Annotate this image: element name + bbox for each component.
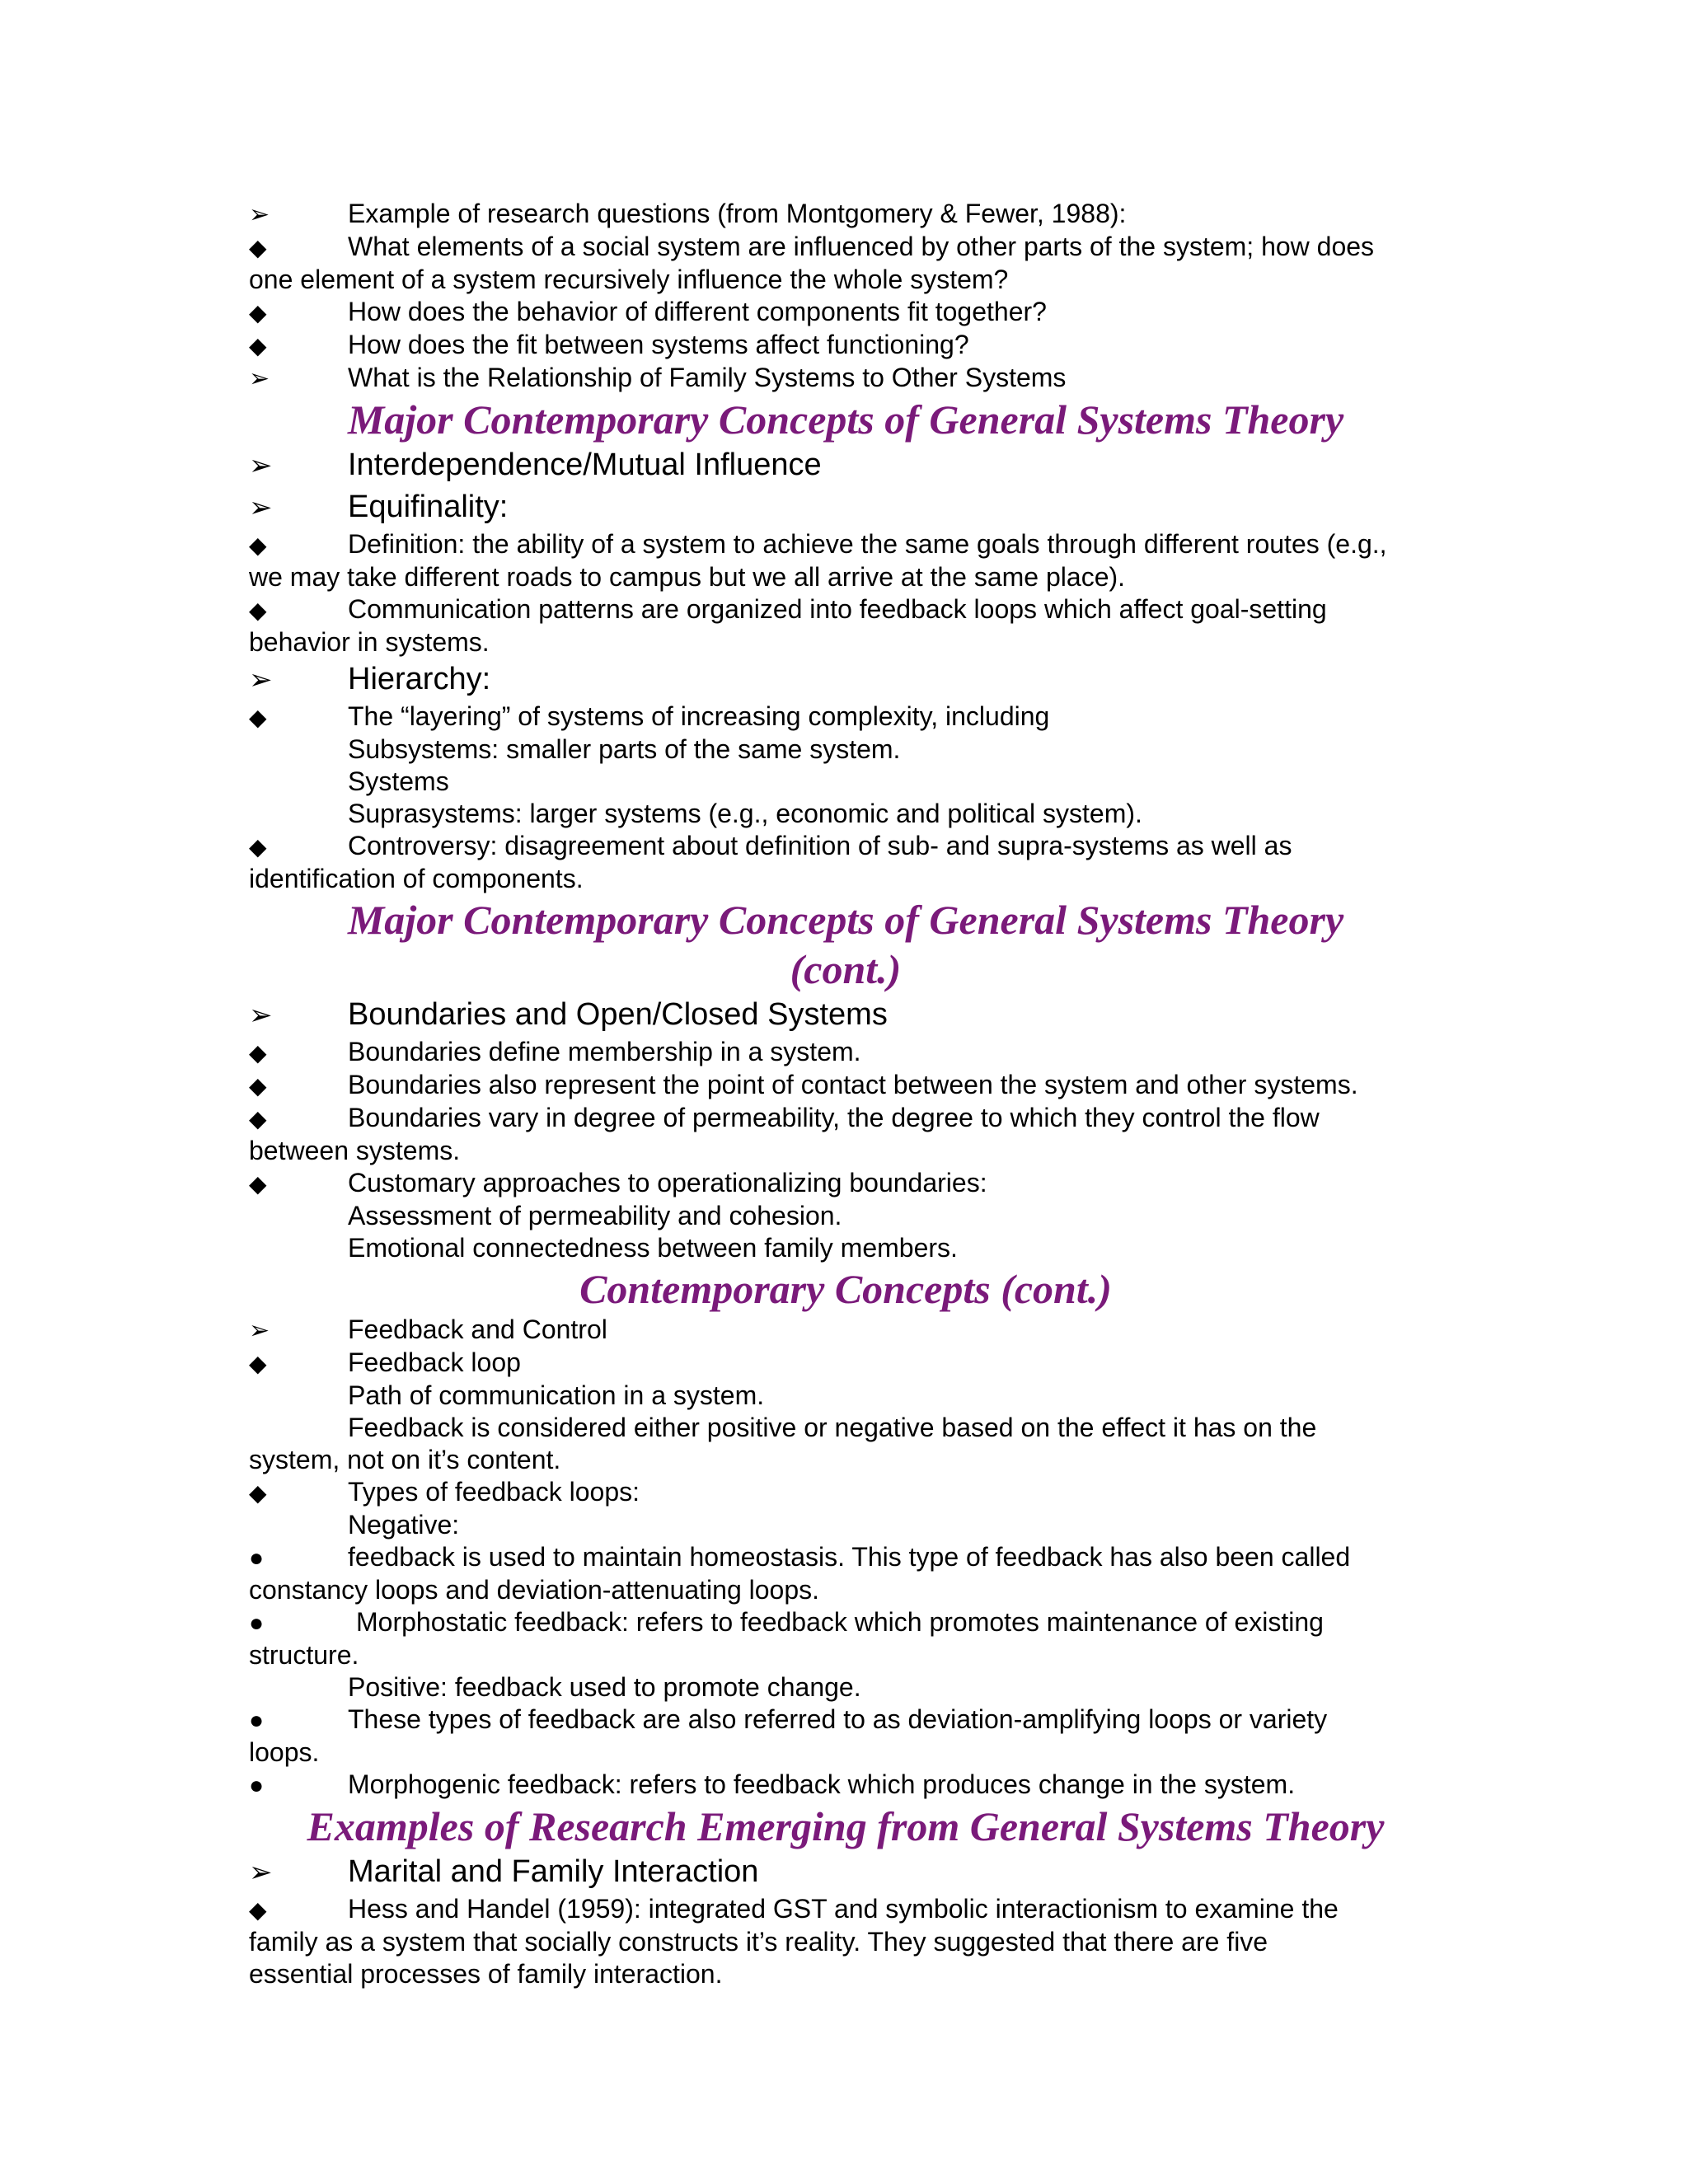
continuation-line: essential processes of family interaction. [249,1959,723,1989]
item-text: Feedback loop [348,1347,521,1377]
arrow-bullet-icon: ➢ [249,492,273,523]
item-text: What is the Relationship of Family Systems to Other Systems [348,363,1067,392]
section-heading: Contemporary Concepts (cont.) [579,1266,1112,1312]
item-text: Boundaries and Open/Closed Systems [348,997,888,1032]
list-item [249,329,1452,362]
item-text: Controversy: disagreement about definition of sub- and supra-systems as well as [348,831,1292,860]
section-heading: Major Contemporary Concepts of General Systems Theory [347,396,1344,443]
continuation-line: between systems. [249,1136,461,1165]
continuation-line: family as a system that socially constructs it’s reality. They suggested that there are five [249,1927,1268,1957]
diamond-bullet-icon: ◆ [249,1073,267,1099]
list-item [249,701,1452,733]
list-item [249,830,1452,863]
item-text: Boundaries vary in degree of permeability, the degree to which they control the flow [348,1103,1320,1132]
section-heading-continued: (cont.) [790,946,902,992]
item-text: Marital and Family Interaction [348,1854,759,1889]
list-item [249,1347,1452,1380]
document-content [249,198,1452,1990]
arrow-bullet-icon: ➢ [249,1000,273,1031]
diamond-bullet-icon: ◆ [249,1351,267,1376]
list-item [249,1704,1452,1736]
arrow-bullet-icon: ➢ [249,1317,270,1344]
diamond-bullet-icon: ◆ [249,834,267,860]
item-text: Customary approaches to operationalizing boundaries: [348,1168,987,1197]
item-text: Hierarchy: [348,662,491,696]
sub-item: Systems [348,766,449,796]
item-text: Interdependence/Mutual Influence [348,448,822,482]
diamond-bullet-icon: ◆ [249,705,267,730]
item-text: How does the behavior of different components fit together? [348,297,1047,326]
item-text: Types of feedback loops: [348,1477,640,1507]
dot-bullet-icon: ● [249,1707,265,1734]
item-text: Hess and Handel (1959): integrated GST and symbolic interactionism to examine the [348,1894,1339,1924]
item-text: These types of feedback are also referred to as deviation-amplifying loops or variety [348,1704,1328,1734]
diamond-bullet-icon: ◆ [249,598,267,623]
dot-bullet-icon: ● [249,1544,265,1572]
diamond-bullet-icon: ◆ [249,532,267,558]
item-text: Morphogenic feedback: refers to feedback which produces change in the system. [348,1769,1296,1799]
item-text: Example of research questions (from Montgomery & Fewer, 1988): [348,199,1127,228]
list-item [249,994,1452,1036]
diamond-bullet-icon: ◆ [249,300,267,326]
continuation-line: loops. [249,1737,320,1767]
item-text: Boundaries also represent the point of contact between the system and other systems. [348,1070,1358,1099]
list-item [249,231,1452,264]
diamond-bullet-icon: ◆ [249,1040,267,1066]
continuation-line: system, not on it’s content. [249,1445,561,1474]
list-item [249,658,1452,701]
sub-item: Suprasystems: larger systems (e.g., economic and political system). [348,799,1142,828]
list-item [249,528,1452,561]
sub-item: Positive: feedback used to promote change. [348,1672,861,1702]
continuation-line: behavior in systems. [249,627,490,657]
item-text: Definition: the ability of a system to achieve the same goals through different routes (e.g., [348,529,1387,559]
continuation-line: we may take different roads to campus but we all arrive at the same place). [249,562,1126,592]
arrow-bullet-icon: ➢ [249,365,270,392]
diamond-bullet-icon: ◆ [249,1897,267,1923]
diamond-bullet-icon: ◆ [249,235,267,260]
list-item [249,1167,1452,1200]
dot-bullet-icon: ● [249,1610,265,1637]
list-item [249,444,1452,486]
sub-item: Path of communication in a system. [348,1380,765,1410]
sub-item: Negative: [348,1510,460,1540]
item-text: Feedback and Control [348,1315,607,1344]
continuation-line: constancy loops and deviation-attenuating loops. [249,1575,820,1605]
item-text: Morphostatic feedback: refers to feedback which promotes maintenance of existing [356,1607,1324,1637]
dot-bullet-icon: ● [249,1772,265,1799]
list-item [249,1036,1452,1069]
list-item [249,1541,1452,1574]
diamond-bullet-icon: ◆ [249,1106,267,1132]
list-item [249,1769,1452,1802]
list-item [249,362,1452,395]
list-item [249,1893,1452,1926]
list-item [249,1476,1452,1509]
list-item [249,1102,1452,1135]
list-item [249,296,1452,329]
sub-item: Feedback is considered either positive or negative based on the effect it has on the [348,1413,1317,1442]
arrow-bullet-icon: ➢ [249,201,270,228]
item-text: How does the fit between systems affect functioning? [348,330,969,359]
continuation-line: one element of a system recursively influence the whole system? [249,265,1009,294]
item-text: Communication patterns are organized into feedback loops which affect goal-setting [348,594,1327,624]
sub-item: Emotional connectedness between family members. [348,1233,958,1263]
arrow-bullet-icon: ➢ [249,450,273,481]
continuation-line: structure. [249,1640,359,1670]
item-text: The “layering” of systems of increasing complexity, including [348,701,1050,731]
sub-item: Subsystems: smaller parts of the same system. [348,734,901,764]
list-item [249,1851,1452,1893]
item-text: Boundaries define membership in a system. [348,1037,861,1066]
list-item [249,593,1452,626]
arrow-bullet-icon: ➢ [249,1857,273,1888]
list-item [249,1069,1452,1102]
section-heading: Examples of Research Emerging from General Systems Theory [307,1803,1385,1849]
arrow-bullet-icon: ➢ [249,664,273,696]
sub-item: Assessment of permeability and cohesion. [348,1201,842,1230]
list-item [249,1314,1452,1347]
list-item [249,486,1452,528]
list-item [249,1606,1452,1639]
item-text: feedback is used to maintain homeostasis. This type of feedback has also been called [348,1542,1351,1572]
diamond-bullet-icon: ◆ [249,333,267,359]
list-item [249,198,1452,231]
section-heading: Major Contemporary Concepts of General Systems Theory [347,897,1344,943]
diamond-bullet-icon: ◆ [249,1171,267,1197]
item-text: Equifinality: [348,490,509,524]
diamond-bullet-icon: ◆ [249,1480,267,1506]
continuation-line: identification of components. [249,864,584,893]
item-text: What elements of a social system are influenced by other parts of the system; how does [348,232,1375,261]
